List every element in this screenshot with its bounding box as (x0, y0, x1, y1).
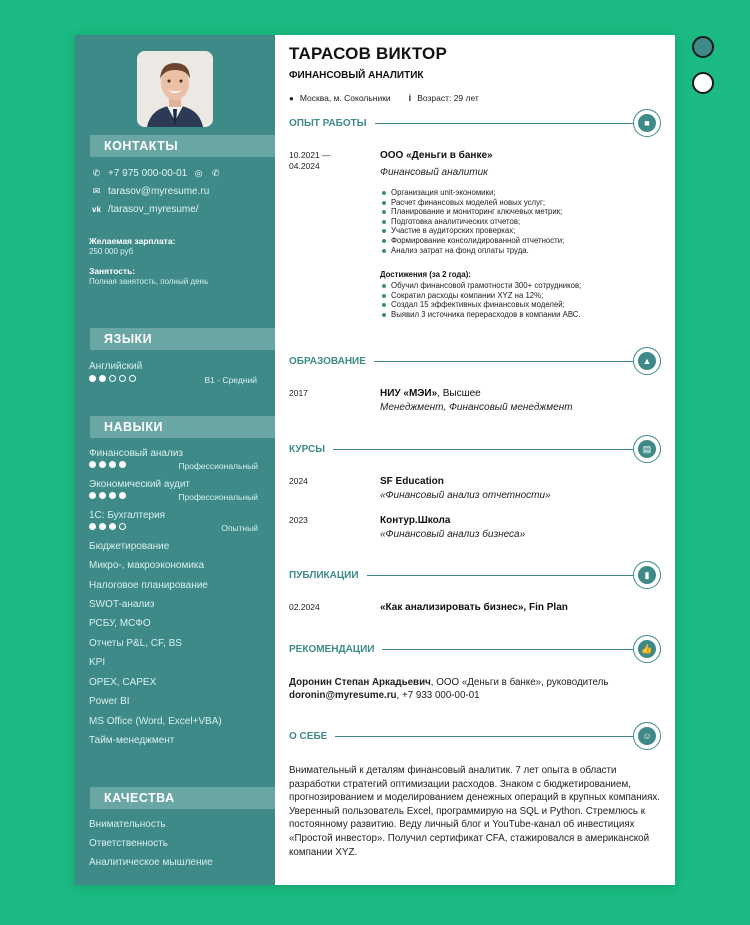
phone-contact[interactable] (91, 168, 221, 179)
level-dot (99, 492, 106, 499)
course-school: Контур.Школа (380, 515, 451, 526)
education-school: НИУ «МЭИ» (380, 388, 438, 399)
level-dot (119, 492, 126, 499)
phone-icon: ✆ (92, 168, 101, 178)
envelope-icon: ✉ (92, 186, 101, 196)
location-pin-icon: ● (289, 93, 294, 103)
course-name: «Финансовый анализ отчетности» (380, 490, 551, 501)
list-item: Расчет финансовых моделей новых услуг; (380, 198, 564, 208)
level-dot (99, 523, 106, 530)
contacts-heading: КОНТАКТЫ (90, 135, 275, 157)
sidebar (75, 35, 275, 885)
candidate-meta (289, 93, 479, 103)
skill-level-dots (89, 523, 126, 530)
education-specialty: Менеджмент, Финансовый менеджмент (380, 402, 573, 413)
level-dot (119, 523, 126, 530)
document-icon: ▤ (633, 435, 661, 463)
recommender-contacts (289, 689, 480, 702)
level-dot (119, 375, 126, 382)
divider (382, 649, 633, 650)
location-text: Москва, м. Сокольники (299, 93, 391, 103)
employment-value: Полная занятость, полный день (89, 277, 209, 286)
level-dot (109, 492, 116, 499)
divider (367, 575, 633, 576)
education-school-line (380, 388, 481, 399)
salary-value: 250 000 руб (89, 247, 134, 256)
skill-item: Power BI (89, 696, 130, 707)
age-text: Возраст: 29 лет (417, 93, 479, 103)
language-name: Английский (89, 361, 143, 372)
viber-icon: ✆ (211, 168, 220, 178)
education-title: ОБРАЗОВАНИЕ (289, 355, 366, 367)
publications-title: ПУБЛИКАЦИИ (289, 569, 359, 581)
employment-label: Занятость: (89, 266, 136, 276)
publication-title: «Как анализировать бизнес», Fin Plan (380, 602, 568, 613)
list-item: Создал 15 эффективных финансовых моделей; (380, 300, 581, 310)
experience-title: ОПЫТ РАБОТЫ (289, 117, 367, 129)
graduation-cap-icon: ▲ (633, 347, 661, 375)
salary-label: Желаемая зарплата: (89, 236, 176, 246)
about-title: О СЕБЕ (289, 730, 328, 742)
language-level-dots (89, 375, 136, 382)
resume-page (75, 35, 675, 885)
thumbs-up-icon: 👍 (633, 635, 661, 663)
education-heading (289, 346, 661, 376)
courses-title: КУРСЫ (289, 443, 326, 455)
level-dot (89, 523, 96, 530)
profile-photo (137, 51, 213, 127)
quality-item: Аналитическое мышление (89, 857, 213, 868)
skill-level-dots (89, 461, 126, 468)
publications-heading (289, 560, 661, 590)
skill-level-dots (89, 492, 126, 499)
vk-contact[interactable] (91, 204, 199, 215)
skill-item: Налоговое планирование (89, 580, 208, 591)
course-year: 2023 (289, 515, 308, 525)
experience-heading (289, 108, 661, 138)
level-dot (129, 375, 136, 382)
candidate-role: ФИНАНСОВЫЙ АНАЛИТИК (289, 70, 424, 81)
languages-heading: ЯЗЫКИ (90, 328, 275, 350)
list-item: Анализ затрат на фонд оплаты труда. (380, 246, 564, 256)
skill-item: MS Office (Word, Excel+VBA) (89, 716, 222, 727)
skill-name: Экономический аудит (89, 479, 190, 490)
color-swatch-teal[interactable] (692, 36, 714, 58)
level-dot (89, 492, 96, 499)
recommendations-title: РЕКОМЕНДАЦИИ (289, 643, 375, 655)
list-item: Подготовка аналитических отчетов; (380, 217, 564, 227)
list-item: Формирование консолидированной отчетности; (380, 236, 564, 246)
list-item: Обучил финансовой грамотности 300+ сотрудников; (380, 281, 581, 291)
skill-level-text: Профессиональный (178, 461, 258, 471)
quality-item: Ответственность (89, 838, 168, 849)
recommender-line (289, 676, 608, 689)
publication-date: 02.2024 (289, 602, 320, 612)
main-content (275, 35, 675, 885)
email-text: tarasov@myresume.ru (108, 186, 210, 197)
info-icon: i (408, 93, 412, 103)
divider (333, 449, 633, 450)
about-heading (289, 721, 661, 751)
skill-item: РСБУ, МСФО (89, 618, 151, 629)
skill-item: Отчеты P&L, CF, BS (89, 638, 182, 649)
job-date-from: 10.2021 — (289, 150, 331, 160)
level-dot (89, 461, 96, 468)
list-item: Выявил 3 источника перерасходов в компании АВС. (380, 310, 581, 320)
phone-text: +7 975 000-00-01 (108, 168, 188, 179)
skill-item: Тайм-менеджмент (89, 735, 175, 746)
recommendations-heading (289, 634, 661, 664)
list-item: Участие в аудиторских проверках; (380, 226, 564, 236)
skills-heading: НАВЫКИ (90, 416, 275, 438)
quality-item: Внимательность (89, 819, 166, 830)
course-school: SF Education (380, 476, 444, 487)
level-dot (119, 461, 126, 468)
email-contact[interactable] (91, 186, 209, 197)
recommender-email[interactable]: doronin@myresume.ru (289, 690, 397, 701)
candidate-name: ТАРАСОВ ВИКТОР (289, 44, 447, 63)
level-dot (99, 375, 106, 382)
divider (375, 123, 633, 124)
level-dot (109, 375, 116, 382)
skill-item: OPEX, CAPEX (89, 677, 157, 688)
course-name: «Финансовый анализ бизнеса» (380, 529, 526, 540)
skill-name: Финансовый анализ (89, 448, 183, 459)
education-degree: , Высшее (437, 388, 481, 399)
level-dot (109, 461, 116, 468)
level-dot (99, 461, 106, 468)
skill-name: 1С: Бухгалтерия (89, 510, 166, 521)
whatsapp-icon: ◎ (194, 168, 203, 178)
recommender-phone: , +7 933 000-00-01 (396, 690, 480, 701)
education-year: 2017 (289, 388, 308, 398)
book-icon: ▮ (633, 561, 661, 589)
skill-level-text: Профессиональный (178, 492, 258, 502)
job-duties (380, 188, 564, 255)
recommender-details: , ООО «Деньги в банке», руководитель (430, 677, 609, 688)
level-dot (109, 523, 116, 530)
qualities-heading: КАЧЕСТВА (90, 787, 275, 809)
skill-level-text: Опытный (221, 523, 258, 533)
vk-text: /tarasov_myresume/ (108, 204, 199, 215)
list-item: Сократил расходы компании XYZ на 12%; (380, 291, 581, 301)
level-dot (89, 375, 96, 382)
user-icon: ☺ (633, 722, 661, 750)
divider (335, 736, 633, 737)
skill-item: SWOT-анализ (89, 599, 155, 610)
briefcase-icon: ■ (633, 109, 661, 137)
job-company: ООО «Деньги в банке» (380, 150, 493, 161)
list-item: Планирование и мониторинг ключевых метрик; (380, 207, 564, 217)
job-date-to: 04.2024 (289, 161, 320, 171)
skill-item: KPI (89, 657, 106, 668)
recommender-name: Доронин Степан Аркадьевич (289, 677, 431, 688)
skill-item: Микро-, макроэкономика (89, 560, 205, 571)
list-item: Организация unit-экономики; (380, 188, 564, 198)
language-level-text: B1 - Средний (204, 375, 257, 385)
courses-heading (289, 434, 661, 464)
job-position: Финансовый аналитик (380, 167, 488, 178)
vk-icon: vk (92, 205, 101, 214)
job-achievements (380, 281, 581, 319)
color-swatch-white[interactable] (692, 72, 714, 94)
divider (374, 361, 633, 362)
about-text: Внимательный к деталям финансовый аналитик. 7 лет опыта в области разработки стратегий оптимизации расходов. Знаком с бюджетированием, прогнозированием и моделированием денежных операций в крупных компаниях. Уверенный пользователь Excel, программирую на SQL и Python. Стремлюсь к постоянному развитию. Веду личный блог и YouTube-канал об инвестициях «Простой инвестор». Получил сертификат CFA, стажировался в американской компании XYZ. (289, 765, 661, 858)
course-year: 2024 (289, 476, 308, 486)
skill-item: Бюджетирование (89, 541, 170, 552)
achievements-title: Достижения (за 2 года): (380, 270, 471, 279)
